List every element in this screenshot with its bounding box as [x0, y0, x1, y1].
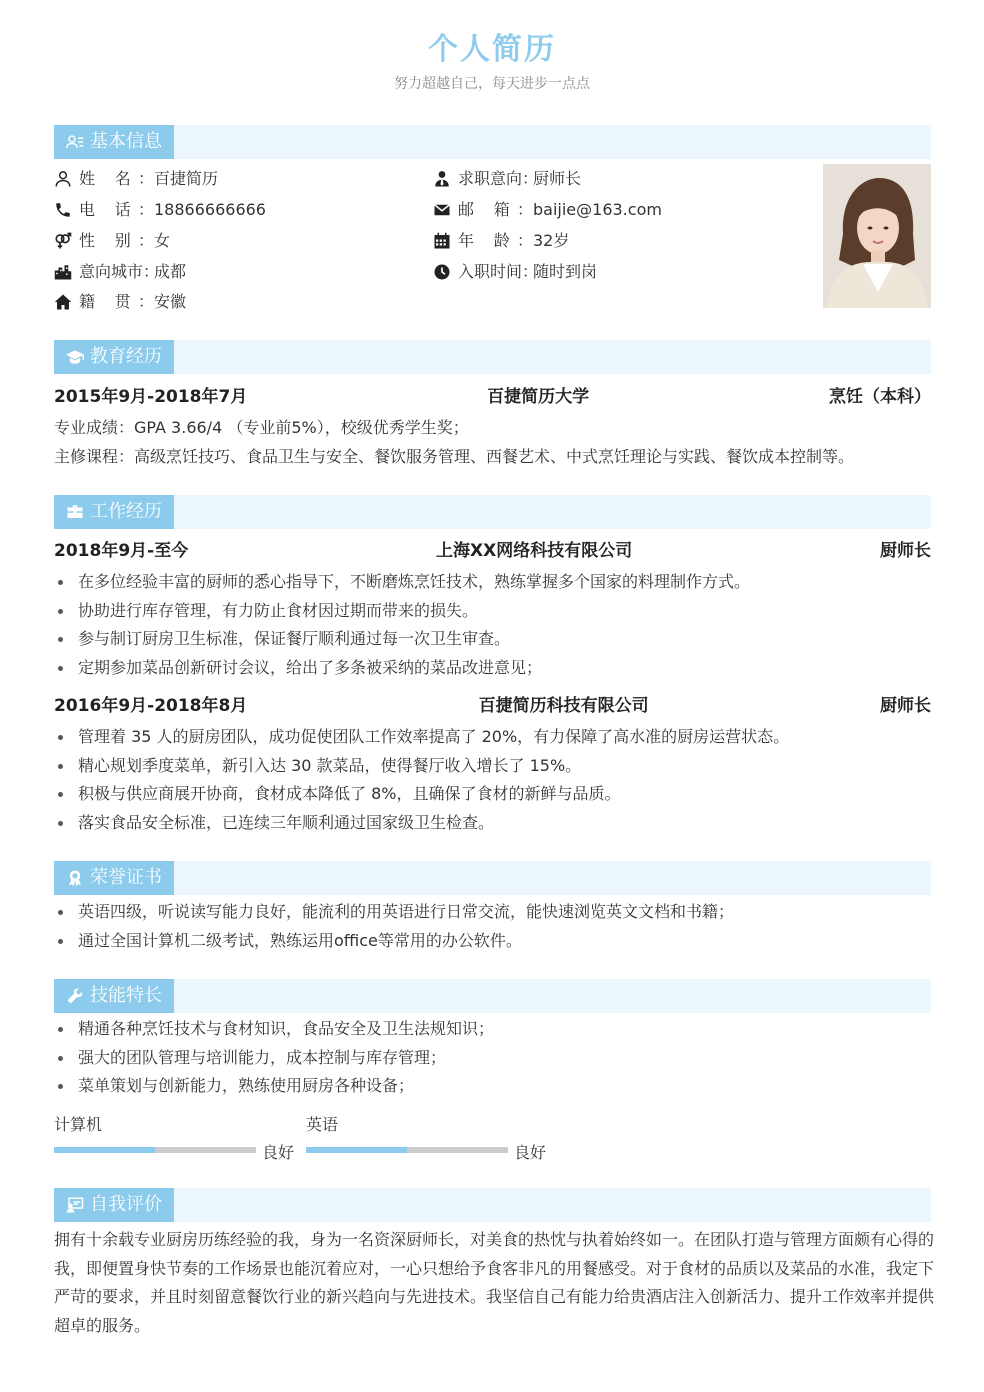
skill-bar-label: 计算机	[54, 1115, 103, 1134]
section-honors	[54, 861, 931, 895]
section-education	[54, 340, 931, 374]
skill-progress-fill	[54, 1147, 155, 1153]
list-item: 精心规划季度菜单，新引入达 30 款菜品，使得餐厅收入增长了 15%。	[54, 752, 931, 781]
list-item: 在多位经验丰富的厨师的悉心指导下，不断磨炼烹饪技术，熟练掌握多个国家的料理制作方式。	[54, 568, 931, 597]
info-phone	[54, 200, 266, 220]
section-title: 荣誉证书	[90, 867, 162, 888]
list-item: 通过全国计算机二级考试，熟练运用office等常用的办公软件。	[54, 927, 931, 956]
skill-progress-bar	[306, 1147, 508, 1153]
info-email	[433, 200, 662, 220]
wrench-icon	[66, 987, 84, 1005]
section-title: 工作经历	[90, 501, 162, 522]
work-company: 百捷简历科技有限公司	[478, 696, 649, 716]
list-item: 英语四级，听说读写能力良好，能流利的用英语进行日常交流，能快速浏览英文文档和书籍；	[54, 898, 931, 927]
clock-icon	[433, 263, 451, 281]
info-label: 籍 贯：	[79, 292, 154, 311]
skill-level: 良好	[262, 1143, 295, 1162]
award-icon	[66, 869, 84, 887]
mail-icon	[433, 201, 451, 219]
info-label: 求职意向：	[458, 169, 539, 188]
info-origin	[54, 292, 186, 312]
section-tab-basic	[54, 125, 174, 159]
graduation-cap-icon	[66, 348, 84, 366]
presentation-icon	[66, 1196, 84, 1214]
skill-progress-fill	[306, 1147, 407, 1153]
section-title: 技能特长	[90, 985, 162, 1006]
home-icon	[54, 293, 72, 311]
work-duties-list	[54, 723, 931, 837]
section-title: 自我评价	[90, 1194, 162, 1215]
skill-bar-label: 英语	[306, 1115, 339, 1134]
person-icon	[54, 170, 72, 188]
calendar-icon	[433, 232, 451, 250]
self-evaluation-text: 拥有十余载专业厨房历练经验的我，身为一名资深厨师长，对美食的热忱与执着始终如一。在团队打造与管理方面颇有心得的我，即便置身快节奏的工作场景也能沉着应对，一心只想给予食客非凡的用餐感受。对于食材的品质以及菜品的水准，我定下严苛的要求，并且时刻留意餐饮行业的新兴趋向与先进技术。我坚信自己有能力给贵酒店注入创新活力、提升工作效率并提供超卓的服务。	[54, 1230, 935, 1335]
section-title: 教育经历	[90, 346, 162, 367]
info-start-date	[433, 262, 597, 282]
info-job	[433, 169, 581, 189]
section-basic-info	[54, 125, 931, 159]
section-work	[54, 495, 931, 529]
skills-list	[54, 1015, 931, 1101]
section-skills	[54, 979, 931, 1013]
info-value: 32岁	[533, 231, 570, 250]
info-gender	[54, 231, 170, 251]
skill-level: 良好	[514, 1143, 547, 1162]
info-value: 百捷简历	[154, 169, 219, 188]
info-value: 安徽	[154, 292, 187, 311]
list-item: 强大的团队管理与培训能力，成本控制与库存管理；	[54, 1044, 931, 1073]
info-label: 入职时间：	[458, 262, 539, 281]
work-role: 厨师长	[879, 541, 931, 561]
info-label: 电 话：	[79, 200, 154, 219]
list-item: 积极与供应商展开协商，食材成本降低了 8%，且确保了食材的新鲜与品质。	[54, 780, 931, 809]
section-title: 基本信息	[90, 131, 162, 152]
info-label: 意向城市：	[79, 262, 160, 281]
education-school: 百捷简历大学	[487, 387, 590, 407]
list-item: 参与制订厨房卫生标准，保证餐厅顺利通过每一次卫生审查。	[54, 625, 931, 654]
list-item: 精通各种烹饪技术与食材知识，食品安全及卫生法规知识；	[54, 1015, 931, 1044]
work-duties-list	[54, 568, 931, 682]
education-major: 烹饪（本科）	[829, 387, 931, 407]
info-label: 年 龄：	[458, 231, 533, 250]
info-value: baijie@163.com	[533, 200, 662, 219]
work-period: 2016年9月-2018年8月	[54, 696, 248, 716]
section-tab-honors	[54, 861, 174, 895]
resume-title: 个人简历	[428, 32, 556, 67]
briefcase-icon	[66, 503, 84, 521]
profile-photo	[823, 164, 931, 308]
section-self-evaluation	[54, 1188, 931, 1222]
info-value: 成都	[154, 262, 187, 281]
section-tab-skills	[54, 979, 174, 1013]
info-label: 邮 箱：	[458, 200, 533, 219]
education-score: 专业成绩：GPA 3.66/4 （专业前5%），校级优秀学生奖；	[54, 418, 469, 437]
info-name	[54, 169, 218, 189]
education-row	[54, 382, 931, 407]
user-card-icon	[66, 133, 84, 151]
info-city	[54, 262, 186, 282]
education-period: 2015年9月-2018年7月	[54, 387, 248, 407]
list-item: 定期参加菜品创新研讨会议，给出了多条被采纳的菜品改进意见；	[54, 654, 931, 683]
work-row	[54, 536, 931, 561]
education-courses: 主修课程：高级烹饪技巧、食品卫生与安全、餐饮服务管理、西餐艺术、中式烹饪理论与实践、餐饮成本控制等。	[54, 447, 855, 466]
work-company: 上海XX网络科技有限公司	[435, 541, 633, 561]
info-age	[433, 231, 569, 251]
section-tab-education	[54, 340, 174, 374]
resume-subtitle: 努力超越自己，每天进步一点点	[394, 76, 590, 92]
info-value: 18866666666	[154, 200, 266, 219]
section-tab-work	[54, 495, 174, 529]
list-item: 落实食品安全标准，已连续三年顺利通过国家级卫生检查。	[54, 809, 931, 838]
work-role: 厨师长	[880, 696, 931, 716]
info-value: 女	[154, 231, 171, 250]
info-value: 厨师长	[533, 169, 582, 188]
work-period: 2018年9月-至今	[54, 541, 189, 561]
skill-progress-bar	[54, 1147, 256, 1153]
city-icon	[54, 263, 72, 281]
list-item: 菜单策划与创新能力，熟练使用厨房各种设备；	[54, 1072, 931, 1101]
gender-icon	[54, 232, 72, 250]
list-item: 协助进行库存管理，有力防止食材因过期而带来的损失。	[54, 597, 931, 626]
info-label: 姓 名：	[79, 169, 154, 188]
list-item: 管理着 35 人的厨房团队，成功促使团队工作效率提高了 20%，有力保障了高水准的厨房运营状态。	[54, 723, 931, 752]
job-seeker-icon	[433, 170, 451, 188]
section-tab-self	[54, 1188, 174, 1222]
work-row	[54, 691, 931, 716]
portrait-image	[823, 164, 931, 308]
info-label: 性 别：	[79, 231, 154, 250]
honors-list	[54, 898, 931, 955]
info-value: 随时到岗	[533, 262, 598, 281]
phone-icon	[54, 201, 72, 219]
